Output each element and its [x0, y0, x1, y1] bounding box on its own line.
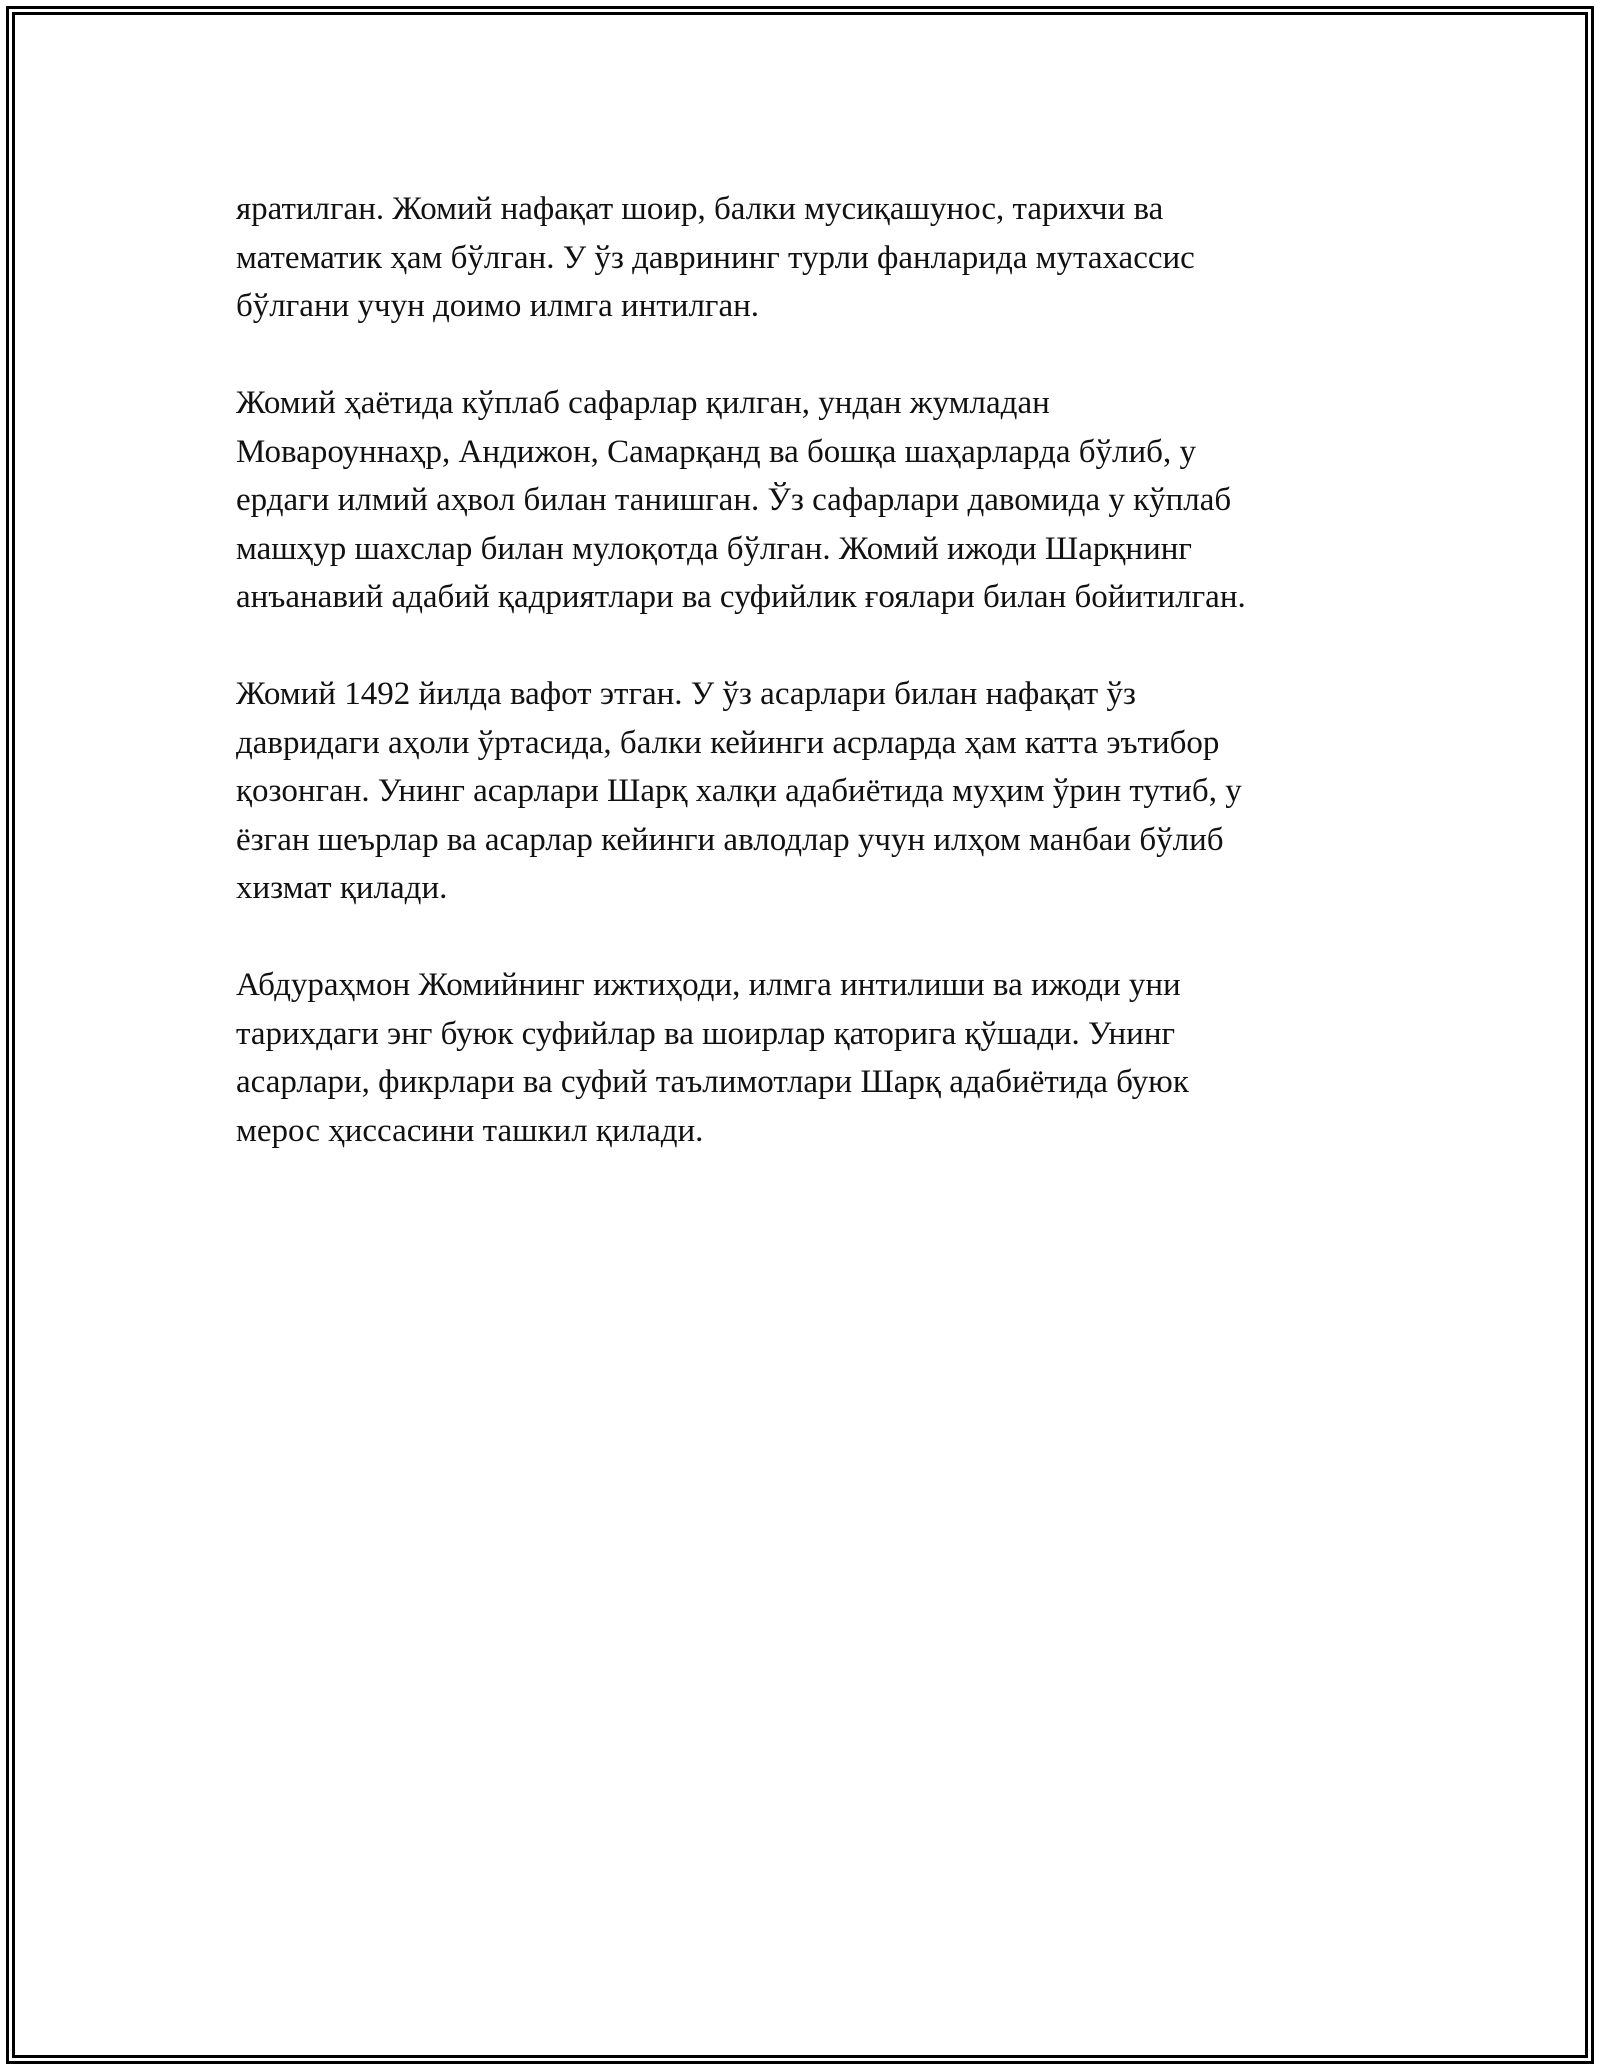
paragraph-2: Жомий ҳаётида кўплаб сафарлар қилган, ундан жумладан Мовароуннаҳр, Андижон, Самарқанд ва бошқа шаҳарларда бўлиб, у ердаги илмий аҳвол билан танишган. Ўз сафарлари давомида у кўплаб машҳур шахслар билан мулоқотда бўлган. Жомий ижоди Шарқнинг анъанавий адабий қадриятлари ва суфийлик ғоялари билан бойитилган.: [236, 385, 1246, 615]
paragraph-3: Жомий 1492 йилда вафот этган. У ўз асарлари билан нафақат ўз давридаги аҳоли ўртасида, балки кейинги асрларда ҳам катта эътибор қозонган. Унинг асарлари Шарқ халқи адабиётида муҳим ўрин тутиб, у ёзган шеърлар ва асарлар кейинги авлодлар учун илҳом манбаи бўлиб хизмат қилади.: [236, 676, 1242, 906]
paragraph-1: яратилган. Жомий нафақат шоир, балки мусиқашунос, тарихчи ва математик ҳам бўлган. У ўз даврининг турли фанларида мутахассис бўлгани учун доимо илмга интилган.: [236, 191, 1195, 324]
document-body: [236, 185, 1376, 1204]
paragraph-4: Абдураҳмон Жомийнинг ижтиҳоди, илмга интилиши ва ижоди уни тарихдаги энг буюк суфийлар ва шоирлар қаторига қўшади. Унинг асарлари, фикрлари ва суфий таълимотлари Шарқ адабиётида буюк мерос ҳиссасини ташкил қилади.: [236, 967, 1189, 1149]
